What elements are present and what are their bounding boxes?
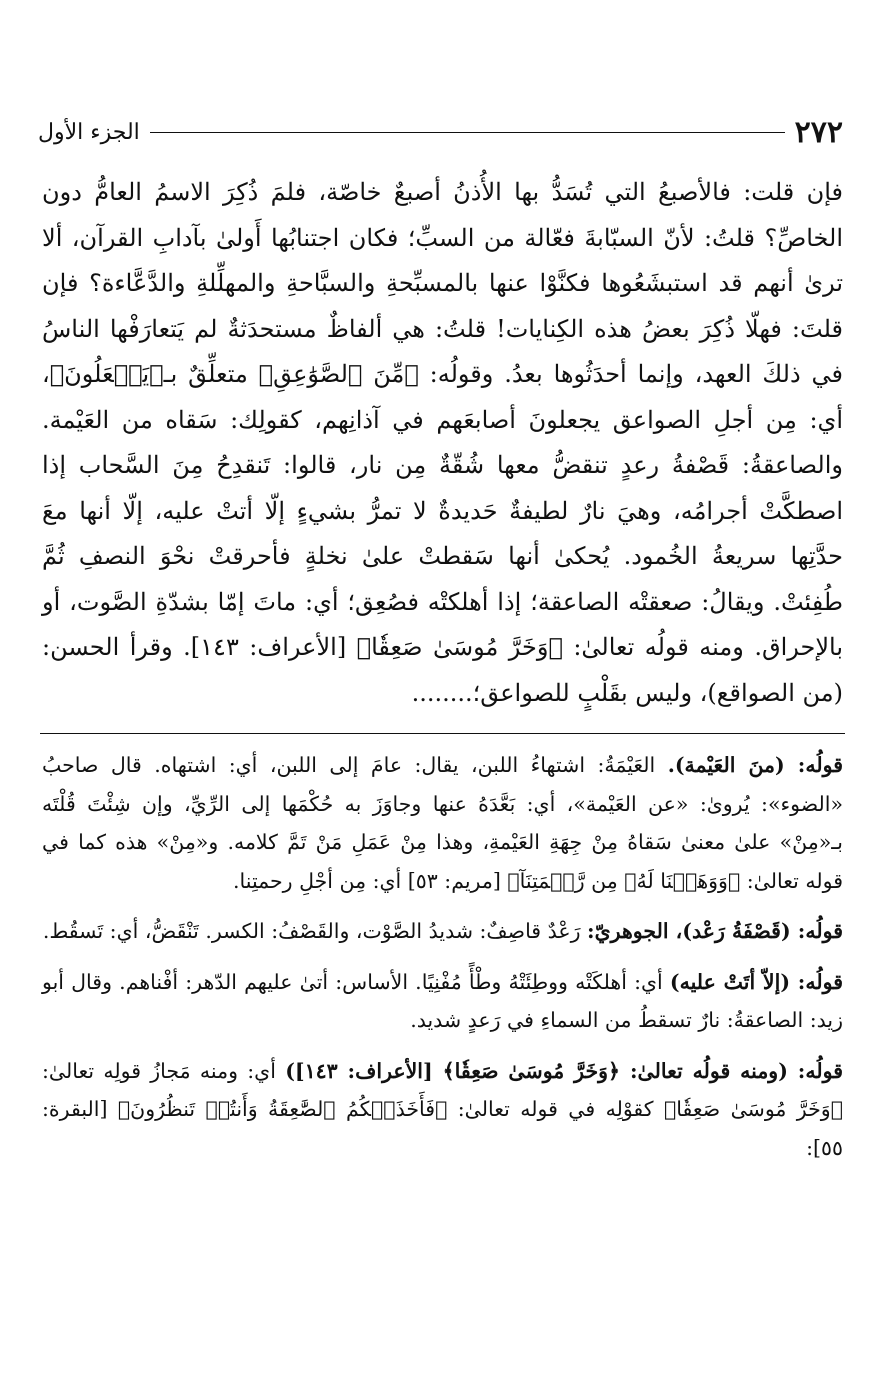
main-text: فإن قلت: فالأصبعُ التي تُسَدُّ بها الأُذنُ أصبعٌ خاصّة، فلمَ ذُكِرَ الاسمُ العامُّ دون الخاصِّ؟ قلتُ: لأنّ السبّابةَ فعّالة من السبِّ؛ فكان اجتنابُها أَولىٰ بآدابِ القرآن، ألا ترىٰ أنهم قد استبشَعُوها فكنَّوْا عنها بالمسبِّحةِ والسبَّاحةِ والمهلِّلةِ والدَّعَّاءة؟ فإن قلتَ: فهلّا ذُكِرَ بعضُ هذه الكِنايات! قلتُ: هي ألفاظٌ مستحدَثةٌ لم يَتعارَفْها الناسُ في ذلكَ العهد، وإنما أحدَثُوها بعدُ. وقولُه: ﴿مِّنَ ٱلصَّوَٰعِقِ﴾ متعلِّقٌ بـ﴿يَجۡعَلُونَ﴾، أي: مِن أجلِ الصواعق يجعلونَ أصابعَهم في آذانِهم، كقولِك: سَقاه من العَيْمة. والصاعقةُ: قَصْفةُ رعدٍ تنقضُّ معها شُقّةٌ مِن نار، قالوا: تَنقدِحُ مِنَ السَّحاب إذا اصطكَّتْ أجرامُه، وهيَ نارٌ لطيفةٌ حَديدةٌ لا تمرُّ بشيءٍ إلّا أتتْ عليه، إلّا أنها معَ حدَّتِها سريعةُ الخُمود. يُحكىٰ أنها سَقطتْ علىٰ نخلةٍ فأحرقتْ نحْوَ النصفِ ثُمَّ طُفِئتْ. ويقالُ: صعقتْه الصاعقة؛ إذا أهلكتْه فصُعِق؛ أي: ماتَ إمّا بشدّةِ الصَّوت، أو بالإحراق. ومنه قولُه تعالىٰ: ﴿وَخَرَّ مُوسَىٰ صَعِقٗا﴾ [الأعراف: ١٤٣]. وقرأ الحسن: (من الصواقع)، وليس بقَلْبٍ للصواعق؛........ [42,178,844,707]
note-text: أي: أهلكَتْه ووطِئَتْهُ وطْأً مُفْنِيًا. الأساس: أتىٰ عليهم الدّهر: أفْناهم. وقال أبو زيد: الصاعقةُ: نارٌ تسقطُ من السماءِ في رَعدٍ شديد. [42,969,843,1032]
running-title: الجزء الأول [38,119,140,145]
footnote-divider [40,733,845,734]
note-lead: قولُه: (ومنه قولُه تعالىٰ: ﴿وَخَرَّ مُوسَىٰ صَعِقٗا﴾ [الأعراف: ١٤٣]) [285,1058,844,1083]
note-2 [42,912,843,951]
note-3 [42,963,843,1040]
note-1 [42,746,843,900]
note-lead: قولُه: (إلاّ أتَتْ عليه) [669,969,844,994]
note-lead: قولُه: (منَ العَيْمة). [667,753,843,777]
note-lead: قولُه: (قَصْفَةُ رَعْد)، الجوهريّ: [587,919,843,943]
page-number: ٢٧٢ [794,114,843,150]
commentary-notes [42,746,843,1179]
note-text: العَيْمَةُ: اشتهاءُ اللبن، يقال: عامَ إلى اللبن، أي: اشتهاه. قال صاحبُ «الضوء»: يُروىٰ: «عن العَيْمة»، أي: بَعَّدَهُ عنها وجاوَزَ به حُكْمَها إلى الرِّيِّ، وإن شِئْتَ قُلْتَه بـ«مِنْ» علىٰ معنىٰ سَقاهُ مِنْ جِهَةِ العَيْمةِ، وهذا مِنْ عَمَلِ مَنْ تَمَّ كلامه. و«مِنْ» هذه كما في قوله تعالىٰ: ﴿وَوَهَبۡنَا لَهُۥ مِن رَّحۡمَتِنَآ﴾ [مريم: ٥٣] أي: مِن أجْلِ رحمتِنا. [42,753,843,893]
page-header [38,110,843,154]
note-4 [42,1052,843,1168]
note-text: أي: ومنه مَجازُ قولِه تعالىٰ: ﴿وَخَرَّ مُوسَىٰ صَعِقٗا﴾ كقوْلِه في قوله تعالىٰ: ﴿فَأَخَذَتۡكُمُ ٱلصَّٰعِقَةُ وَأَنتُمۡ تَنظُرُونَ﴾ [البقرة: ٥٥]: [42,1058,843,1160]
note-text: رَعْدٌ قاصِفٌ: شديدُ الصَّوْت، والقَصْفُ: الكسر. تَنْقَضُّ، أي: تَسقُط. [42,919,588,943]
header-rule [150,132,785,133]
